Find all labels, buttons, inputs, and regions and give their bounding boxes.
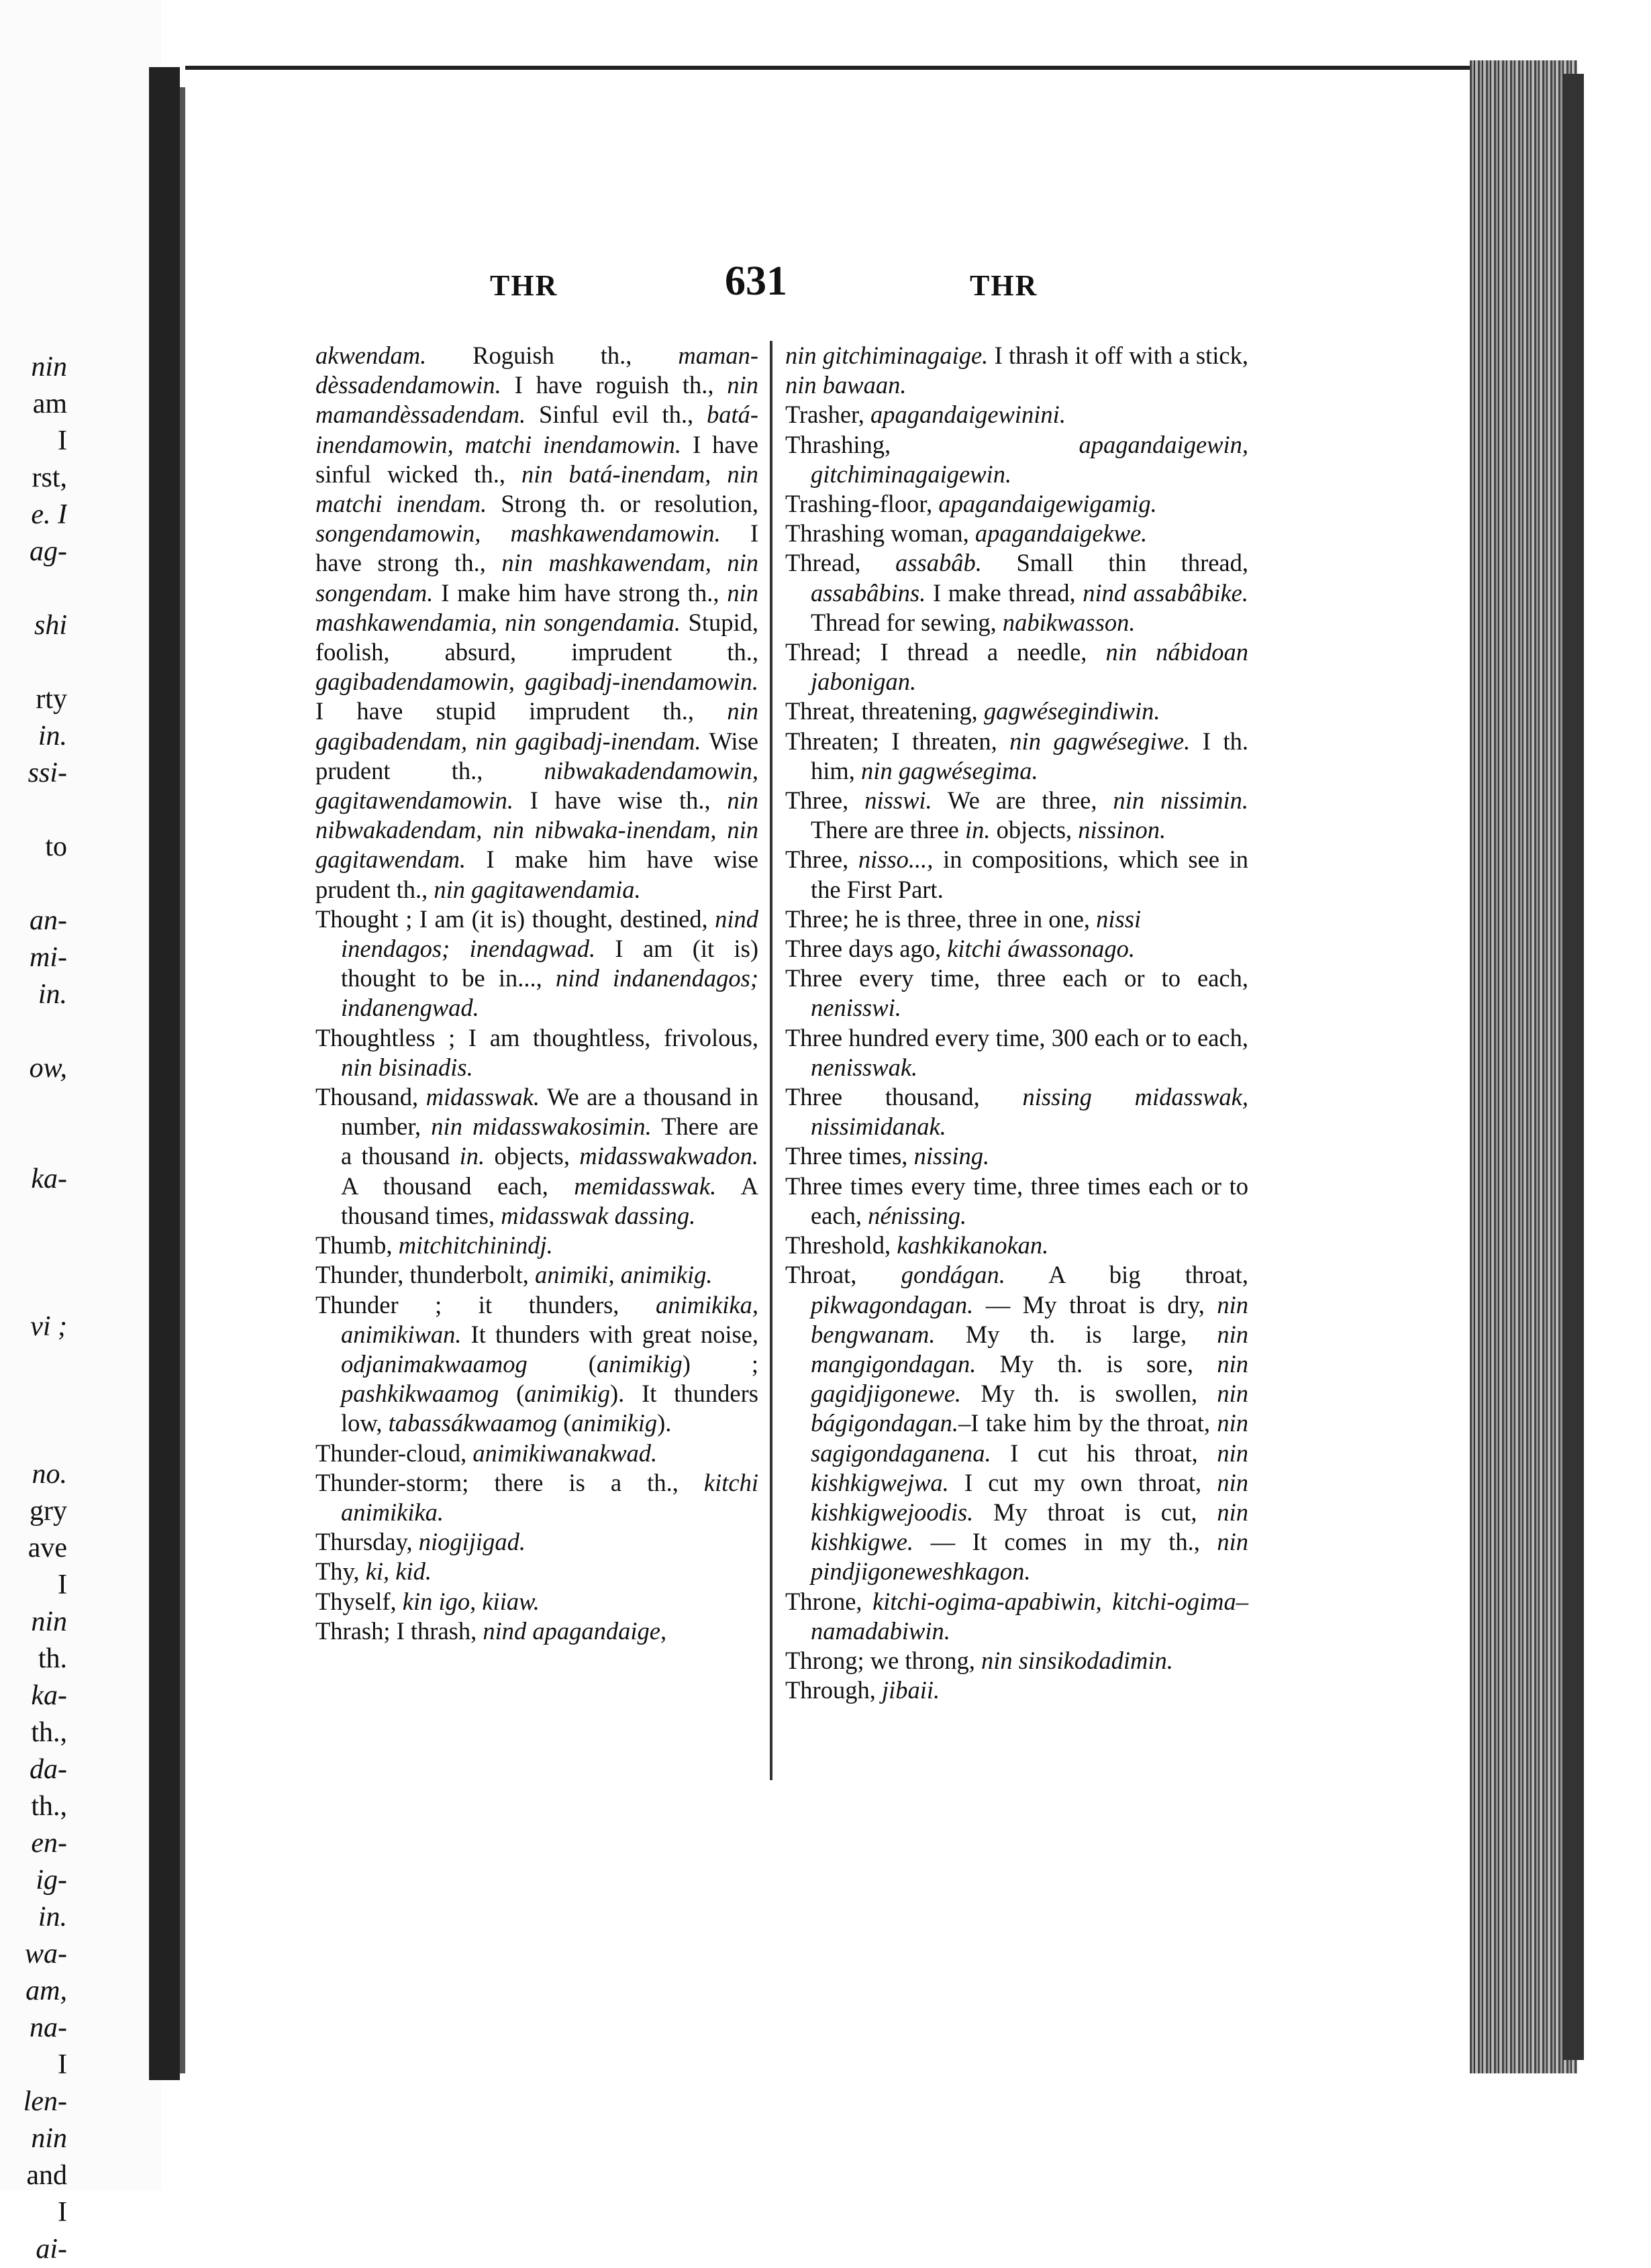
ojibwe-term: apagandaigewigamig. (938, 490, 1157, 518)
previous-page-fragment: in. (38, 721, 67, 752)
previous-page-fragment (0, 1272, 67, 1308)
dictionary-entry (315, 1260, 758, 1290)
english-text: Thrashing woman, (785, 519, 975, 548)
dictionary-entry (785, 519, 1248, 548)
previous-page-fragment: da- (30, 1754, 67, 1785)
english-text: Trasher, (785, 401, 870, 429)
english-text: I have sinful wicked th., (315, 430, 758, 488)
ojibwe-term: nin sinsikodadimin. (981, 1646, 1173, 1674)
ojibwe-term: nisswi. (864, 786, 932, 815)
ojibwe-term: kashkikanokan. (897, 1231, 1049, 1259)
english-text: Thoughtless ; I am thoughtless, frivolous, (315, 1023, 758, 1051)
english-text: A thousand times, (341, 1172, 758, 1229)
english-text: Thy, (315, 1557, 366, 1586)
english-text: objects, (485, 1142, 580, 1170)
dictionary-entry (785, 1646, 1248, 1676)
english-text: Thunder-storm; there is a th., (315, 1468, 704, 1496)
english-text: Three thousand, (785, 1083, 1023, 1111)
ojibwe-term: animikig (596, 1349, 683, 1378)
ojibwe-term: nin pindjigoneweshkagon. (811, 1528, 1248, 1586)
english-text: Three, (785, 786, 865, 815)
ojibwe-term: odjanimakwaamog (341, 1349, 528, 1378)
dictionary-entry (315, 1082, 758, 1231)
english-text: Stupid, foolish, absurd, imprudent th., (315, 608, 758, 666)
english-text: –I take him by the throat, (958, 1409, 1217, 1437)
ojibwe-term: kin igo, kiiaw. (402, 1587, 540, 1615)
english-text: Strong th. or resolution, (487, 490, 759, 518)
english-text: Thread for sewing, (811, 608, 1003, 636)
ojibwe-term: ki, kid. (365, 1557, 432, 1586)
english-text: Three; he is three, three in one, (785, 905, 1097, 933)
dictionary-entry (315, 1557, 758, 1586)
previous-page-fragment: th., (31, 1717, 67, 1748)
dictionary-entry (785, 964, 1248, 1023)
english-text: — It comes in my th., (913, 1528, 1217, 1556)
ojibwe-term: nissing. (913, 1142, 990, 1170)
dictionary-entry (785, 400, 1248, 429)
english-text: Thousand, (315, 1083, 426, 1111)
english-text: There are a thousand (341, 1113, 758, 1170)
ojibwe-term: tabassákwaamog (388, 1409, 558, 1437)
page-stack-edge (1470, 60, 1577, 2073)
ojibwe-term: nin batá-inendam, nin matchi inendam. (315, 460, 758, 518)
english-text: Through, (785, 1676, 882, 1704)
english-text: I am (it is) thought to be in..., (341, 935, 758, 992)
english-text: Threaten; I threaten, (785, 727, 1010, 755)
english-text: Three times every time, three times each or to each, (785, 1172, 1248, 1229)
ojibwe-term: jibaii. (881, 1676, 940, 1704)
english-text: Throat, (785, 1261, 901, 1289)
english-text: I make thread, (925, 578, 1083, 607)
previous-page-fragment: I (58, 1569, 67, 1600)
previous-page-fragment: I (58, 425, 67, 456)
ojibwe-term: in. (964, 816, 991, 844)
english-text: It thunders with great noise, (461, 1320, 758, 1348)
english-text: Thrashing, (785, 430, 1079, 458)
english-text: Threat, threatening, (785, 697, 984, 725)
dictionary-entry (785, 1587, 1248, 1646)
ojibwe-term: nibwakadendamowin, gagitawendamowin. (315, 756, 758, 815)
ojibwe-term: songendamowin, mashkawendamowin. (315, 519, 721, 548)
english-text: Sinful evil th., (526, 401, 707, 429)
ojibwe-term: nin kishkigwe. (811, 1498, 1248, 1556)
dictionary-entry (785, 1260, 1248, 1586)
previous-page-fragment (0, 1345, 67, 1382)
english-text: Small thin thread, (981, 549, 1248, 577)
ojibwe-term: nenisswi. (811, 994, 901, 1022)
left-column (315, 341, 758, 1646)
english-text: We are three, (932, 786, 1113, 815)
ojibwe-term: apagandaigewinini. (870, 401, 1066, 429)
ojibwe-term: nind inendagos; inendagwad. (341, 905, 758, 963)
ojibwe-term: memidasswak. (574, 1172, 717, 1200)
left-guide-word: THR (490, 269, 558, 302)
english-text: Throng; we throng, (785, 1646, 981, 1674)
english-text: Three every time, three each or to each, (785, 964, 1248, 992)
dictionary-entry (785, 430, 1248, 489)
english-text: Trashing-floor, (785, 490, 939, 518)
ojibwe-term: nin mashkawendamia, nin songendamia. (315, 578, 758, 636)
ojibwe-term: animikiwanakwad. (472, 1439, 658, 1467)
ojibwe-term: midasswakwadon. (579, 1142, 759, 1170)
page-stack-shadow (1564, 74, 1584, 2060)
previous-page-fragment (0, 1124, 67, 1161)
previous-page-fragment: e. I (31, 499, 67, 530)
previous-page-fragment: ig- (36, 1865, 67, 1896)
ojibwe-term: nin gitchiminagaige. (785, 342, 989, 369)
previous-page-fragment: mi- (30, 942, 67, 973)
english-text: We are a thousand in number, (341, 1083, 758, 1141)
english-text: I have wise th., (513, 786, 728, 815)
previous-page-fragment: ai- (36, 2234, 67, 2265)
english-text: Thursday, (315, 1528, 419, 1556)
previous-page-fragment (0, 1235, 67, 1272)
previous-page-fragment: I (58, 2049, 67, 2080)
previous-page-fragment: na- (30, 2012, 67, 2043)
previous-page-fragment: shi (34, 610, 67, 641)
ojibwe-term: nin bengwanam. (811, 1290, 1248, 1348)
dictionary-entry (315, 1290, 758, 1439)
dictionary-entry (785, 697, 1248, 726)
previous-page-fragment: no. (32, 1459, 67, 1490)
dictionary-entry (785, 934, 1248, 964)
dictionary-entry (315, 905, 758, 1023)
english-text: Throne, (785, 1587, 873, 1615)
previous-page-fragment: in. (38, 1902, 67, 1932)
entry-continuation (785, 341, 1248, 400)
previous-page-fragment (0, 570, 67, 607)
previous-page-fragment (0, 644, 67, 681)
dictionary-entry (785, 1676, 1248, 1705)
english-text: ). It thunders low, (341, 1380, 758, 1437)
english-text: I have roguish th., (501, 371, 728, 399)
previous-page-fragment: th., (31, 1791, 67, 1822)
ojibwe-term: nin gagitawendamia. (434, 875, 641, 903)
ojibwe-term: animikika, animikiwan. (341, 1290, 758, 1348)
binding-gutter (149, 67, 180, 2080)
previous-page-fragment: to (45, 831, 67, 862)
ojibwe-term: nind apagandaige, (483, 1616, 667, 1645)
ojibwe-term: kitchi áwassonago. (947, 935, 1136, 963)
ojibwe-term: animikig (524, 1380, 610, 1408)
ojibwe-term: midasswak dassing. (501, 1201, 696, 1229)
english-text: Thrash; I thrash, (315, 1616, 483, 1645)
previous-page-fragment: ag- (30, 536, 67, 567)
english-text: I cut his throat, (991, 1439, 1217, 1467)
previous-page-fragment: in. (38, 979, 67, 1010)
right-guide-word: THR (970, 269, 1038, 302)
ojibwe-term: gagibadendamowin, gagibadj-inendamowin. (315, 668, 758, 696)
previous-page-fragment: nin (31, 352, 67, 382)
previous-page-fragment: en- (31, 1828, 67, 1859)
ojibwe-term: animiki, animikig. (534, 1261, 713, 1289)
ojibwe-term: mitchitchinindj. (398, 1231, 553, 1259)
dictionary-entry (785, 637, 1248, 697)
english-text: ) ; (682, 1349, 759, 1378)
dictionary-entry (785, 845, 1248, 904)
previous-page-fragment: ka- (31, 1164, 67, 1194)
ojibwe-term: apagandaigekwe. (974, 519, 1148, 548)
page-left-edge (180, 87, 185, 2073)
ojibwe-term: nin gagidjigonewe. (811, 1349, 1248, 1408)
ojibwe-term: nin nissimin. (1113, 786, 1248, 815)
previous-page-fragment: nin (31, 1606, 67, 1637)
previous-page-fragment: ow, (29, 1053, 67, 1084)
ojibwe-term: apagandaigewin, gitchiminagaigewin. (811, 430, 1248, 488)
english-text: My th. is large, (935, 1320, 1217, 1348)
english-text: objects, (990, 816, 1079, 844)
dictionary-entry (315, 1616, 758, 1646)
dictionary-entry (785, 489, 1248, 519)
ojibwe-term: nin midasswakosimin. (431, 1113, 652, 1141)
ojibwe-term: nin gagwésegiwe. (1009, 727, 1191, 755)
ojibwe-term: nin kishkigwejwa. (811, 1439, 1248, 1496)
english-text: Thunder-cloud, (315, 1439, 473, 1467)
dictionary-entry (785, 1141, 1248, 1171)
english-text: — My throat is dry, (973, 1290, 1217, 1319)
english-text: Thyself, (315, 1587, 403, 1615)
dictionary-entry (315, 1231, 758, 1260)
previous-page-fragment (0, 1198, 67, 1235)
previous-page-fragment: and (26, 2160, 67, 2191)
ojibwe-term: midasswak. (426, 1083, 540, 1111)
english-text: There are three (811, 816, 965, 844)
ojibwe-term: in. (459, 1142, 485, 1170)
ojibwe-term: nin nábidoan jabonigan. (811, 638, 1248, 696)
english-text: I make him have wise prudent th., (315, 845, 758, 903)
english-text: I th. him, (811, 727, 1249, 784)
english-text: My th. is swollen, (961, 1380, 1217, 1408)
ojibwe-term: maman-dèssadendamowin. (315, 342, 758, 399)
english-text: Threshold, (785, 1231, 897, 1259)
ojibwe-term: kitchi animikika. (341, 1468, 758, 1526)
ojibwe-term: assabâbins. (811, 578, 926, 607)
previous-page-fragments (0, 349, 67, 2268)
ojibwe-term: gagwésegindiwin. (983, 697, 1160, 725)
english-text: ). (657, 1409, 672, 1437)
ojibwe-term: akwendam. (315, 342, 427, 369)
english-text: I thrash it off with a stick, (988, 342, 1248, 369)
ojibwe-term: pashkikwaamog (341, 1380, 499, 1408)
previous-page-fragment: rst, (32, 462, 67, 493)
previous-page-fragment: ssi- (28, 758, 67, 788)
previous-page-fragment: am, (26, 1975, 67, 2006)
previous-page-fragment (0, 792, 67, 829)
ojibwe-term: nin sagigondaganena. (811, 1409, 1248, 1467)
english-text: Three hundred every time, 300 each or to each, (785, 1023, 1248, 1051)
ojibwe-term: nin mamandèssadendam. (315, 371, 758, 429)
english-text: I have strong th., (315, 519, 758, 577)
ojibwe-term: nin nibwakadendam, nin nibwaka-inendam, nin gagitawendam. (315, 786, 758, 874)
previous-page-fragment (0, 1419, 67, 1456)
dictionary-entry (785, 786, 1248, 845)
english-text: Thought ; I am (it is) thought, destined, (315, 905, 715, 933)
dictionary-entry (315, 1023, 758, 1082)
english-text: A thousand each, (341, 1172, 574, 1200)
ojibwe-term: nin bawaan. (785, 371, 907, 399)
ojibwe-term: niogijigad. (418, 1528, 526, 1556)
ojibwe-term: nin kishkigwejoodis. (811, 1468, 1248, 1526)
previous-page-fragment (0, 1382, 67, 1419)
entry-continuation (315, 341, 758, 905)
previous-page-fragment: gry (30, 1496, 67, 1527)
ojibwe-term: nissinon. (1078, 816, 1166, 844)
dictionary-entry (785, 1231, 1248, 1260)
english-text: ( (557, 1409, 572, 1437)
previous-page-fragment: I (58, 2197, 67, 2228)
english-text: Thunder ; it thunders, (315, 1290, 656, 1319)
english-text: My throat is cut, (973, 1498, 1217, 1526)
previous-page-fragment: rty (36, 684, 67, 715)
english-text: Thread, (785, 549, 896, 577)
ojibwe-term: nind assabâbike. (1083, 578, 1248, 607)
previous-page-fragment: len- (23, 2086, 67, 2117)
english-text: Three times, (785, 1142, 914, 1170)
ojibwe-term: pikwagondagan. (811, 1290, 974, 1319)
previous-page-fragment: am (32, 389, 67, 419)
english-text: Roguish th., (426, 342, 679, 369)
previous-page-fragment (0, 866, 67, 903)
ojibwe-term: nissi (1096, 905, 1142, 933)
previous-page-fragment: nin (31, 2123, 67, 2154)
english-text: Thread; I thread a needle, (785, 638, 1106, 666)
ojibwe-term: nabikwasson. (1002, 608, 1136, 636)
dictionary-entry (785, 727, 1248, 786)
ojibwe-term: nisso..., (858, 845, 934, 874)
previous-page-fragment: vi ; (30, 1311, 67, 1342)
ojibwe-term: nenisswak. (811, 1053, 918, 1081)
previous-page-fragment: th. (38, 1643, 67, 1674)
english-text: in compositions, which see in the First Part. (811, 845, 1248, 903)
previous-page-fragment: wa- (25, 1939, 67, 1969)
column-divider (770, 341, 772, 1780)
ojibwe-term: animikig (571, 1409, 658, 1437)
ojibwe-term: assabâb. (895, 549, 982, 577)
english-text: Three days ago, (785, 935, 948, 963)
ojibwe-term: nénissing. (868, 1201, 967, 1229)
ojibwe-term: nin mangigondagan. (811, 1320, 1248, 1378)
english-text: My th. is sore, (976, 1349, 1217, 1378)
english-text: Wise prudent th., (315, 727, 758, 784)
page-number: 631 (725, 258, 787, 304)
previous-page-fragment (0, 1013, 67, 1050)
ojibwe-term: gondágan. (901, 1261, 1005, 1289)
dictionary-entry (315, 1587, 758, 1616)
ojibwe-term: nind indanendagos; indanengwad. (341, 964, 759, 1022)
ojibwe-term: nin bágigondagan. (811, 1380, 1248, 1437)
dictionary-entry (785, 1082, 1248, 1141)
ojibwe-term: nissing midasswak, nissimidanak. (811, 1083, 1248, 1141)
ojibwe-term: nin mashkawendam, nin songendam. (315, 549, 759, 607)
ojibwe-term: batá-inendamowin, matchi inendamowin. (315, 401, 758, 458)
dictionary-entry (315, 1527, 758, 1557)
previous-page-fragment: an- (30, 905, 67, 936)
english-text: Thunder, thunderbolt, (315, 1261, 535, 1289)
english-text: I cut my own throat, (948, 1468, 1217, 1496)
dictionary-entry (785, 1023, 1248, 1082)
english-text: ( (499, 1380, 525, 1408)
previous-page-fragment (0, 1087, 67, 1124)
english-text: Three, (785, 845, 858, 874)
english-text: I make him have strong th., (433, 578, 728, 607)
dictionary-entry (315, 1468, 758, 1527)
dictionary-entry (315, 1439, 758, 1468)
dictionary-entry (785, 1172, 1248, 1231)
ojibwe-term: nin gagwésegima. (861, 756, 1038, 784)
english-text: A big throat, (1005, 1261, 1249, 1289)
ojibwe-term: nin gagibadendam, nin gagibadj-inendam. (315, 697, 758, 755)
ojibwe-term: kitchi-ogima-apabiwin, kitchi-ogima–namadabiwin. (811, 1587, 1248, 1645)
english-text: I have stupid imprudent th., (315, 697, 728, 725)
english-text: ( (527, 1349, 597, 1378)
dictionary-entry (785, 548, 1248, 637)
english-text: Thumb, (315, 1231, 399, 1259)
previous-page-fragment: ka- (31, 1680, 67, 1711)
right-column (785, 341, 1248, 1705)
ojibwe-term: nin bisinadis. (341, 1053, 473, 1081)
previous-page-fragment: ave (28, 1533, 67, 1563)
dictionary-entry (785, 905, 1248, 934)
